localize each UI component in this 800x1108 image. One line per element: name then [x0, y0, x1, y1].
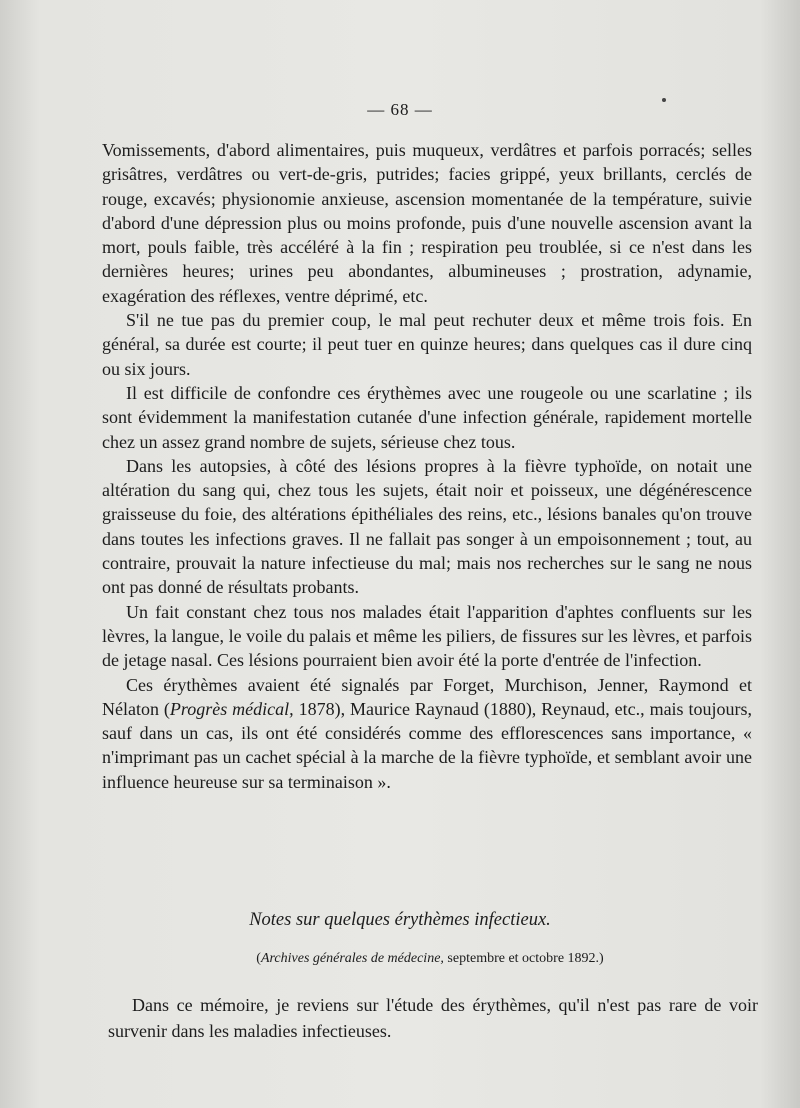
prior-reports-text-end: 1878), Maurice Raynaud (1880), Reynaud, etc., mais toujours, sauf dans un cas, ils ont été considérés comme des efflorescences sans importance, « n'imprimant pas un cachet spécial à la marche de la fièvre typhoïde, et semblant avoir une influence heureuse sur sa terminaison ». — [102, 698, 752, 792]
citation-journal: Archives générales de médecine, — [260, 951, 444, 966]
paragraph-symptoms: Vomissements, d'abord alimentaires, puis muqueux, verdâtres et parfois porracés; selles grisâtres, verdâtres ou vert-de-gris, putrides; facies grippé, yeux brillants, cerclés de rouge, excavés; physionomie anxieuse, ascension momentanée de la température, suivie d'abord d'une dépression plus ou moins profonde, puis d'une nouvelle ascension avant la mort, pouls faible, très accéléré à la fin ; respiration peu troublée, si ce n'est dans les dernières heures; urines peu abondantes, albumineuses ; prostration, adynamie, exagération des réflexes, ventre déprimé, etc. — [102, 140, 752, 306]
prior-reports-text-start: Ces érythèmes avaient été signalés par Forget, Murchison, Jenner, Raymond et Nélaton ( — [102, 674, 752, 719]
paragraph-diagnosis: Il est difficile de confondre ces érythèmes avec une rougeole ou une scarlatine ; ils sont évidemment la manifestation cutanée d'une infection générale, rapidement mortelle chez un assez grand nombre de sujets, sérieuse chez tous. — [102, 382, 752, 452]
paragraph-prior-reports — [102, 673, 752, 794]
citation-open: ( — [256, 951, 261, 966]
paragraph-aphtes: Un fait constant chez tous nos malades était l'apparition d'aphtes confluents sur les lèvres, la langue, le voile du palais et même les piliers, de fissures sur les lèvres, et parfois de jetage nasal. Ces lésions pourraient bien avoir été la porte d'entrée de l'infection. — [102, 601, 752, 671]
paragraph-autopsies: Dans les autopsies, à côté des lésions propres à la fièvre typhoïde, on notait une altération du sang qui, chez tous les sujets, était noir et poisseux, une dégénérescence graisseuse du foie, des altérations épithéliales des reins, etc., lésions banales qu'on trouve dans toutes les infections graves. Il ne fallait pas songer à un empoisonnement ; tout, au contraire, prouvait la nature infectieuse du mal; mais nos recherches sur le sang ne nous ont pas donné de résultats probants. — [102, 455, 752, 598]
body-text — [102, 138, 752, 794]
section-citation — [0, 951, 800, 967]
journal-title: Progrès médical, — [169, 698, 294, 719]
paragraph-relapse: S'il ne tue pas du premier coup, le mal peut rechuter deux et même trois fois. En général, sa durée est courte; il peut tuer en quinze heures; dans quelques cas il dure cinq ou six jours. — [102, 310, 752, 379]
page-number: — 68 — — [367, 100, 433, 119]
tail-text — [108, 992, 758, 1044]
section-title: Notes sur quelques érythèmes infectieux. — [249, 910, 551, 930]
paragraph-memoir-intro: Dans ce mémoire, je reviens sur l'étude des érythèmes, qu'il n'est pas rare de voir survenir dans les maladies infectieuses. — [108, 995, 758, 1041]
citation-date: septembre et octobre 1892.) — [443, 951, 604, 966]
